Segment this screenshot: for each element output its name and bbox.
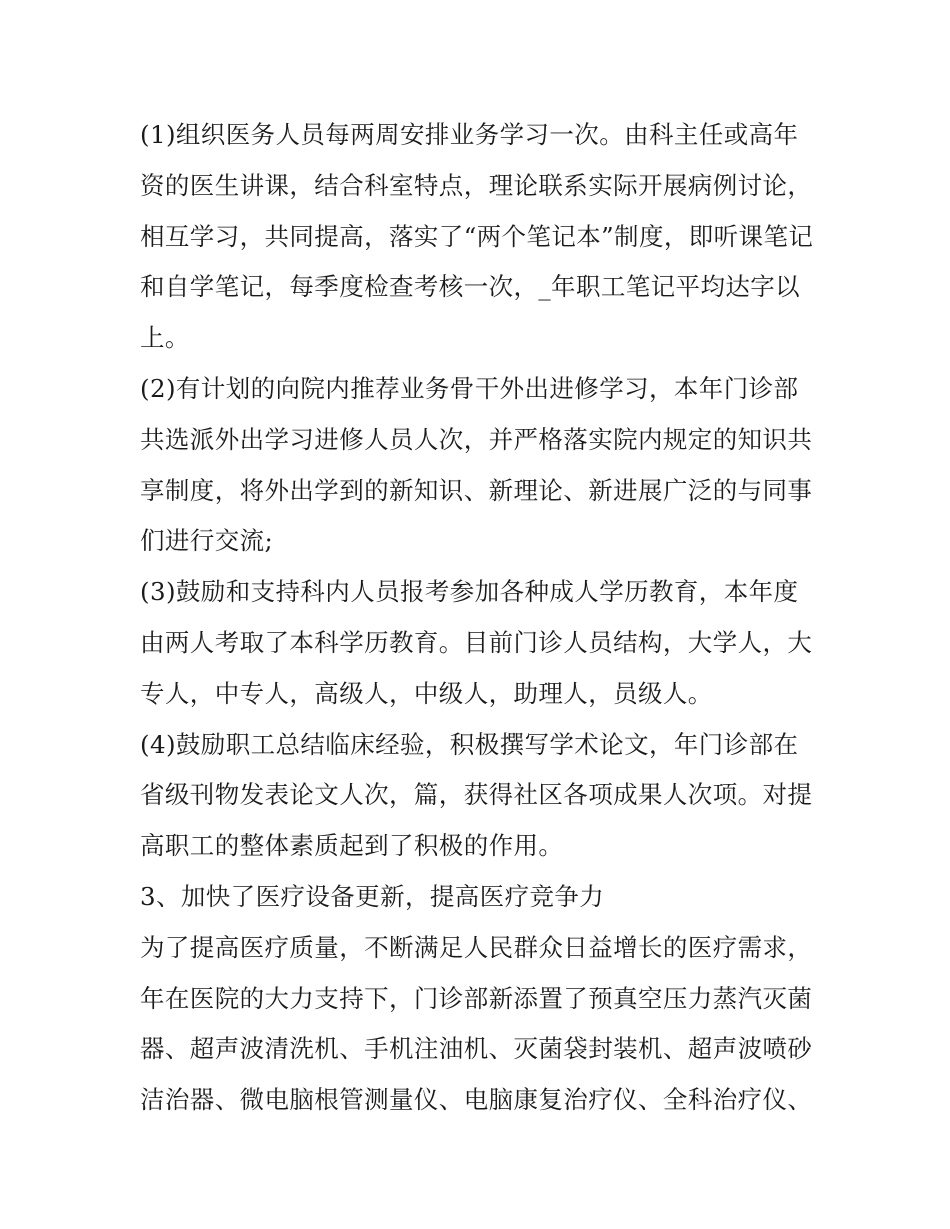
text-line: (4)鼓励职工总结临床经验，积极撰写学术论文，年门诊部在 xyxy=(140,729,799,759)
text-line: 专人，中专人，高级人，中级人，助理人，员级人。 xyxy=(140,678,713,708)
text-line: 洁治器、微电脑根管测量仪、电脑康复治疗仪、全科治疗仪、 xyxy=(140,1085,813,1115)
text-line: 高职工的整体素质起到了积极的作用。 xyxy=(140,831,564,861)
text-line: (3)鼓励和支持科内人员报考参加各种成人学历教育，本年度 xyxy=(140,577,799,607)
text-line: 和自学笔记，每季度检查考核一次，_年职工笔记平均达字以 xyxy=(140,272,801,302)
text-line: 由两人考取了本科学历教育。目前门诊人员结构，大学人，大 xyxy=(140,627,813,657)
text-line: (1)组织医务人员每两周安排业务学习一次。由科主任或高年 xyxy=(140,120,799,149)
text-line: 们进行交流; xyxy=(140,526,274,556)
text-line: 上。 xyxy=(140,323,190,353)
text-line: 共选派外出学习进修人员人次，并严格落实院内规定的知识共 xyxy=(140,424,813,454)
text-line: 相互学习，共同提高，落实了“两个笔记本”制度，即听课笔记 xyxy=(140,221,814,251)
text-line: 省级刊物发表论文人次，篇，获得社区各项成果人次项。对提 xyxy=(140,780,813,810)
text-line: 年在医院的大力支持下，门诊部新添置了预真空压力蒸汽灭菌 xyxy=(140,983,813,1013)
text-line: 享制度，将外出学到的新知识、新理论、新进展广泛的与同事 xyxy=(140,475,813,505)
text-line: 为了提高医疗质量，不断满足人民群众日益增长的医疗需求， xyxy=(140,932,813,962)
document-body xyxy=(140,110,820,1126)
text-line: 器、超声波清洗机、手机注油机、灭菌袋封装机、超声波喷砂 xyxy=(140,1034,813,1064)
text-line: (2)有计划的向院内推荐业务骨干外出进修学习，本年门诊部 xyxy=(140,373,799,403)
text-line: 资的医生讲课，结合科室特点，理论联系实际开展病例讨论， xyxy=(140,170,813,200)
section-heading: 3、加快了医疗设备更新，提高医疗竞争力 xyxy=(140,881,605,911)
